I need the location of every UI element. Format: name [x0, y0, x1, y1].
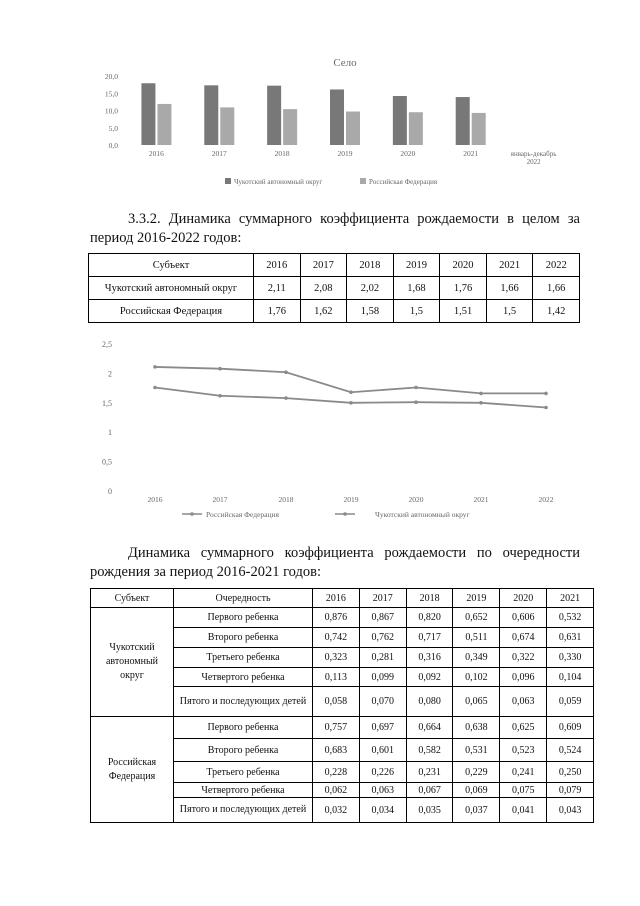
table-cell: 0,609 — [547, 717, 594, 739]
point-chukotka — [218, 367, 222, 371]
fertility-summary-table — [88, 253, 580, 323]
header-cell: 2018 — [406, 589, 453, 608]
x-tick-label: 2019 — [337, 149, 353, 158]
header-cell: 2021 — [486, 254, 533, 277]
table-cell: 1,76 — [440, 277, 487, 300]
legend-label-chukotka: Чукотский автономный округ — [375, 510, 470, 519]
table-cell: 2,02 — [347, 277, 394, 300]
table-cell: 0,742 — [313, 628, 360, 648]
y-tick-label: 20,0 — [104, 72, 118, 81]
y-tick-label: 5,0 — [108, 123, 118, 133]
table-cell: 0,323 — [313, 648, 360, 668]
x-tick-label: 2016 — [147, 495, 163, 504]
point-rf — [218, 394, 222, 398]
table-cell: 0,250 — [547, 762, 594, 783]
table-cell: Чукотский автономный округ — [89, 277, 254, 300]
table-cell: 2,11 — [254, 277, 301, 300]
table-cell: 0,104 — [547, 668, 594, 687]
header-cell: 2016 — [254, 254, 301, 277]
table-cell: 0,067 — [406, 783, 453, 798]
table-cell: 1,66 — [533, 277, 580, 300]
order-cell: Первого ребенка — [174, 608, 313, 628]
point-chukotka — [153, 365, 157, 369]
table-cell: 0,037 — [453, 798, 500, 823]
y-tick-label: 0,5 — [102, 457, 112, 467]
table-row — [89, 277, 580, 300]
table-cell: 0,664 — [406, 717, 453, 739]
table-cell: 0,041 — [500, 798, 547, 823]
x-tick-label: 2022 — [538, 495, 554, 504]
header-cell: 2019 — [453, 589, 500, 608]
legend-label-rf: Российская Федерация — [206, 510, 279, 519]
subject-cell-rf: Российская Федерация — [91, 717, 174, 823]
point-rf — [153, 386, 157, 390]
table-cell: 0,070 — [359, 687, 406, 717]
table-cell: 0,316 — [406, 648, 453, 668]
y-tick-label: 10,0 — [104, 106, 118, 116]
y-tick-label: 2,5 — [102, 340, 112, 349]
table-cell: 0,652 — [453, 608, 500, 628]
legend-marker-chukotka — [343, 512, 347, 516]
y-tick-label: 0 — [108, 487, 112, 496]
table-cell: 0,226 — [359, 762, 406, 783]
table-row — [91, 717, 594, 739]
point-rf — [414, 400, 418, 404]
table-cell: 0,063 — [359, 783, 406, 798]
fertility-by-birth-order-table — [90, 588, 594, 823]
x-tick-label: 2016 — [148, 149, 164, 158]
bar-chukotka — [141, 83, 155, 145]
header-cell: 2018 — [347, 254, 394, 277]
table-cell: 0,079 — [547, 783, 594, 798]
table-cell: 0,231 — [406, 762, 453, 783]
bar-rf — [472, 113, 486, 145]
y-tick-label: 0,0 — [108, 141, 118, 150]
table-cell: 0,683 — [313, 739, 360, 762]
table-cell: 0,717 — [406, 628, 453, 648]
order-cell: Четвертого ребенка — [174, 668, 313, 687]
table-cell: 0,631 — [547, 628, 594, 648]
x-tick-label: 2021 — [463, 149, 479, 158]
table-cell: 0,820 — [406, 608, 453, 628]
table-cell: 0,080 — [406, 687, 453, 717]
table-cell: 0,697 — [359, 717, 406, 739]
table-cell: 0,065 — [453, 687, 500, 717]
y-tick-label: 1,5 — [102, 398, 112, 408]
header-cell: 2017 — [300, 254, 347, 277]
point-chukotka — [284, 370, 288, 374]
bar-chukotka — [456, 97, 470, 145]
table-cell: 0,063 — [500, 687, 547, 717]
table-cell: 0,532 — [547, 608, 594, 628]
legend-label-chukotka: Чукотский автономный округ — [234, 178, 323, 186]
header-cell: Субъект — [91, 589, 174, 608]
bar-rf — [157, 104, 171, 145]
table-cell: 0,349 — [453, 648, 500, 668]
bar-chukotka — [393, 96, 407, 145]
header-cell: 2022 — [533, 254, 580, 277]
order-cell: Четвертого ребенка — [174, 783, 313, 798]
x-tick-label: 2020 — [408, 495, 424, 504]
table-cell: 1,58 — [347, 300, 394, 323]
point-chukotka — [544, 392, 548, 396]
header-cell: Субъект — [89, 254, 254, 277]
y-tick-label: 2 — [108, 369, 112, 379]
point-rf — [544, 406, 548, 410]
order-cell: Третьего ребенка — [174, 762, 313, 783]
table-cell: 0,511 — [453, 628, 500, 648]
table-cell: 0,625 — [500, 717, 547, 739]
bar-rf — [220, 107, 234, 145]
table-cell: Российская Федерация — [89, 300, 254, 323]
x-tick-label: 2020 — [400, 149, 416, 158]
header-cell: Очередность — [174, 589, 313, 608]
header-cell: 2020 — [500, 589, 547, 608]
table-cell: 0,757 — [313, 717, 360, 739]
legend-marker-rf — [190, 512, 194, 516]
order-cell: Третьего ребенка — [174, 648, 313, 668]
table-cell: 0,531 — [453, 739, 500, 762]
table-cell: 0,062 — [313, 783, 360, 798]
bar-chart-selo — [90, 50, 590, 195]
table-cell: 1,66 — [486, 277, 533, 300]
order-cell: Второго ребенка — [174, 739, 313, 762]
bar-rf — [409, 112, 423, 145]
table-cell: 0,322 — [500, 648, 547, 668]
x-tick-label: 2018 — [274, 149, 290, 158]
table-cell: 2,08 — [300, 277, 347, 300]
table-cell: 0,032 — [313, 798, 360, 823]
table-cell: 0,228 — [313, 762, 360, 783]
line-chukotka — [155, 367, 546, 393]
table-cell: 0,092 — [406, 668, 453, 687]
x-tick-label: 2017 — [211, 149, 227, 158]
point-chukotka — [479, 392, 483, 396]
table-cell: 0,867 — [359, 608, 406, 628]
table-cell: 0,601 — [359, 739, 406, 762]
order-cell: Пятого и последующих детей — [174, 687, 313, 717]
table-cell: 1,5 — [486, 300, 533, 323]
header-cell: 2019 — [393, 254, 440, 277]
table-cell: 0,241 — [500, 762, 547, 783]
table-cell: 1,42 — [533, 300, 580, 323]
table-cell: 1,62 — [300, 300, 347, 323]
table-cell: 0,762 — [359, 628, 406, 648]
x-tick-label: 2021 — [473, 495, 489, 504]
table-cell: 0,102 — [453, 668, 500, 687]
x-tick-label: 2022 — [526, 158, 541, 166]
table-cell: 0,075 — [500, 783, 547, 798]
table-cell: 0,099 — [359, 668, 406, 687]
table-cell: 0,523 — [500, 739, 547, 762]
table-cell: 0,058 — [313, 687, 360, 717]
table-cell: 1,68 — [393, 277, 440, 300]
table-cell: 1,51 — [440, 300, 487, 323]
table-cell: 0,229 — [453, 762, 500, 783]
table-cell: 0,876 — [313, 608, 360, 628]
x-tick-label: 2017 — [212, 495, 228, 504]
x-tick-label: 2019 — [343, 495, 359, 504]
table-cell: 0,096 — [500, 668, 547, 687]
point-chukotka — [349, 390, 353, 394]
bar-chukotka — [330, 89, 344, 145]
bar-chukotka — [204, 85, 218, 145]
x-tick-label: 2018 — [278, 495, 294, 504]
table-cell: 0,043 — [547, 798, 594, 823]
legend-label-rf: Российская Федерация — [369, 178, 438, 186]
legend-swatch-chukotka — [225, 178, 231, 184]
table-row — [91, 608, 594, 628]
table-cell: 0,281 — [359, 648, 406, 668]
table-cell: 0,034 — [359, 798, 406, 823]
table-cell: 0,059 — [547, 687, 594, 717]
header-cell: 2020 — [440, 254, 487, 277]
x-tick-label: январь-декабрь — [510, 150, 557, 158]
table-cell: 0,606 — [500, 608, 547, 628]
table-row — [89, 300, 580, 323]
table-cell: 0,674 — [500, 628, 547, 648]
point-rf — [284, 396, 288, 400]
chart-title: Село — [333, 57, 357, 69]
legend-swatch-rf — [360, 178, 366, 184]
table-cell: 1,76 — [254, 300, 301, 323]
point-rf — [479, 401, 483, 405]
y-tick-label: 1 — [108, 428, 112, 438]
table-cell: 0,035 — [406, 798, 453, 823]
point-rf — [349, 401, 353, 405]
table-cell: 0,582 — [406, 739, 453, 762]
bar-chukotka — [267, 86, 281, 145]
bar-rf — [283, 109, 297, 145]
section-heading: 3.3.2. Динамика суммарного коэффициента рождаемости в целом за период 2016-2022 годов: — [90, 211, 580, 246]
section-heading-2: Динамика суммарного коэффициента рождаемости по очередности рождения за период 2016-2021 годов: — [90, 545, 580, 580]
point-chukotka — [414, 386, 418, 390]
table-cell: 0,330 — [547, 648, 594, 668]
header-cell: 2017 — [359, 589, 406, 608]
y-tick-label: 15,0 — [104, 89, 118, 99]
table-header-row — [89, 254, 580, 277]
table-cell: 0,524 — [547, 739, 594, 762]
subject-cell-chukotka: Чукотский автономный округ — [91, 608, 174, 717]
bar-rf — [346, 112, 360, 145]
table-cell: 0,069 — [453, 783, 500, 798]
header-cell: 2021 — [547, 589, 594, 608]
order-cell: Пятого и последующих детей — [174, 798, 313, 823]
header-cell: 2016 — [313, 589, 360, 608]
line-chart-fertility — [90, 335, 590, 525]
table-cell: 0,638 — [453, 717, 500, 739]
table-cell: 1,5 — [393, 300, 440, 323]
table-cell: 0,113 — [313, 668, 360, 687]
table-header-row — [91, 589, 594, 608]
order-cell: Второго ребенка — [174, 628, 313, 648]
order-cell: Первого ребенка — [174, 717, 313, 739]
